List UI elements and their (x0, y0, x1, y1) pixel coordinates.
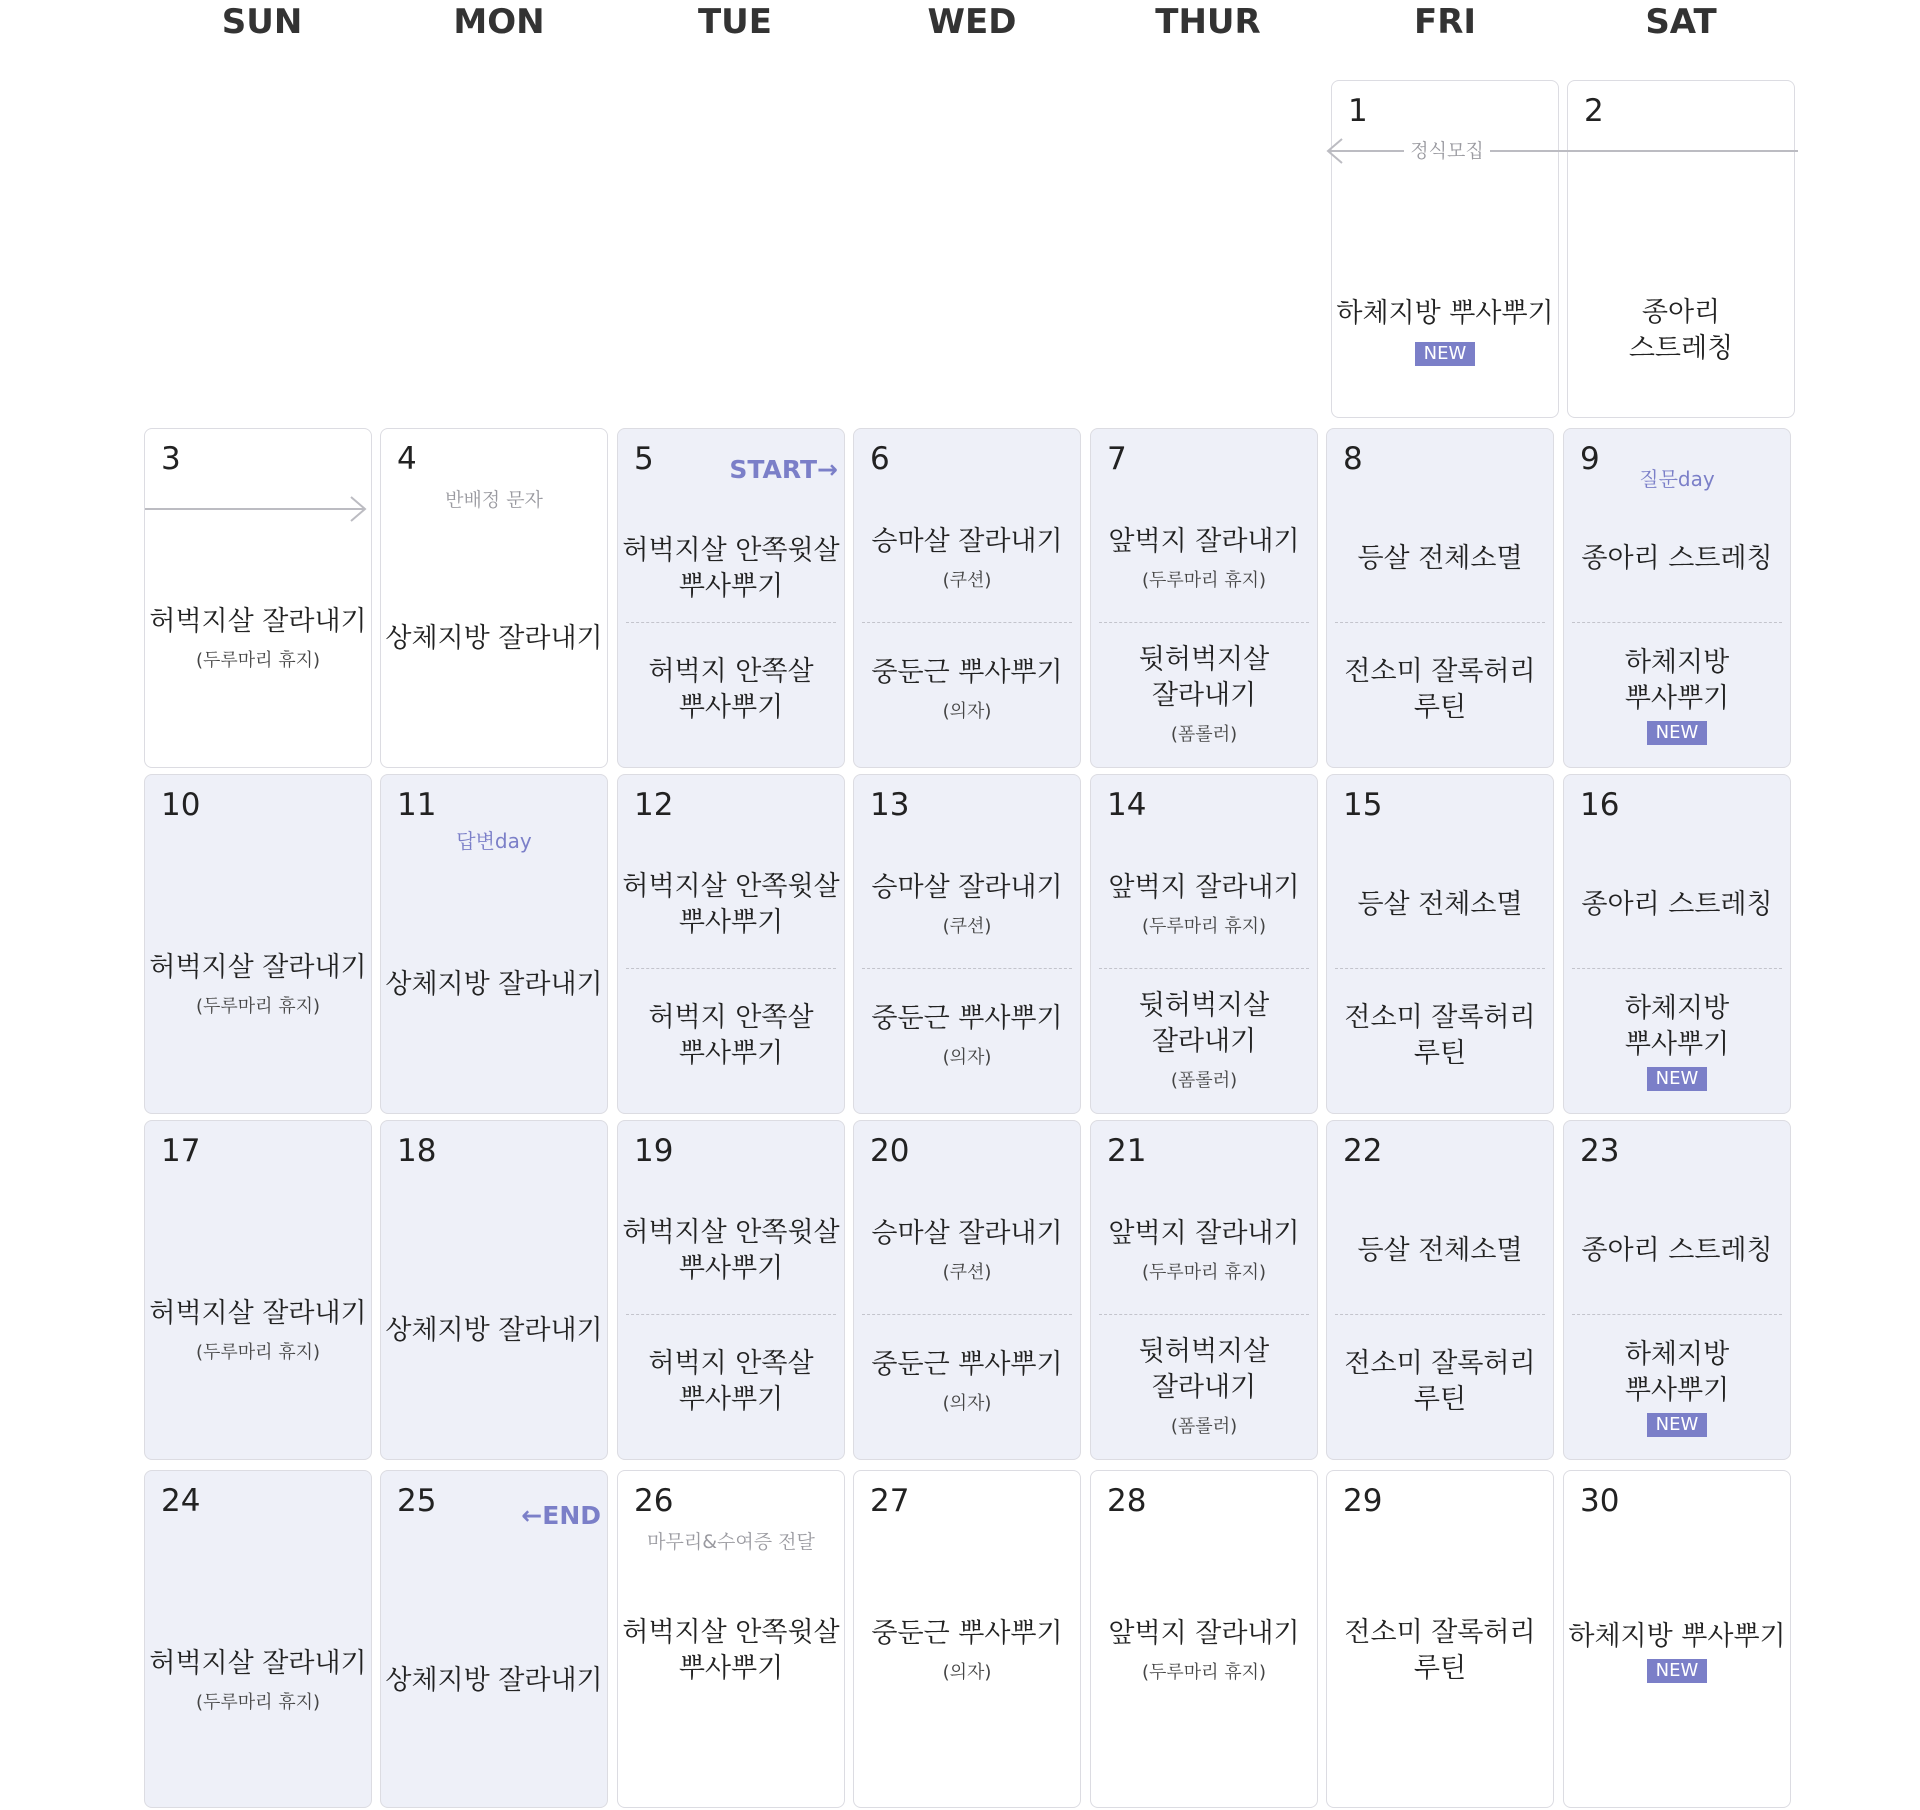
equipment-note: (폼롤러) (1170, 724, 1238, 745)
class-assignment-label: 반배정 문자 (445, 489, 543, 511)
exercise-title-line2: 뿌사뿌기 (678, 1038, 784, 1069)
new-badge: NEW (1647, 1067, 1708, 1091)
exercise-title: 하체지방 뿌사뿌기 (1568, 1621, 1786, 1652)
exercise-title-line1: 전소미 잘록허리 (1344, 1002, 1536, 1033)
divider (1099, 622, 1309, 623)
day-number: 28 (1107, 1483, 1147, 1519)
exercise-title-line2: 루틴 (1413, 1653, 1467, 1684)
divider (1572, 622, 1782, 623)
bottom-content (854, 971, 1080, 1101)
day-content (145, 1621, 371, 1741)
exercise-title: 승마살 잘라내기 (871, 1218, 1063, 1249)
day-number: 9 (1580, 441, 1600, 477)
equipment-note: (두루마리 휴지) (195, 1692, 321, 1713)
equipment-note: (의자) (942, 1047, 992, 1068)
equipment-note: (쿠션) (942, 1262, 992, 1283)
day-cell-25[interactable] (380, 1470, 608, 1808)
divider (1099, 1314, 1309, 1315)
day-content (1568, 286, 1794, 376)
divider (1099, 968, 1309, 969)
day-number: 19 (634, 1133, 674, 1169)
exercise-title: 등살 전체소멸 (1357, 889, 1523, 920)
exercise-title-line2: 스트레칭 (1628, 333, 1734, 364)
top-content (618, 1191, 844, 1311)
day-number: 6 (870, 441, 890, 477)
exercise-title: 중둔근 뿌사뿌기 (871, 1618, 1063, 1649)
top-content (1091, 845, 1317, 965)
exercise-title-line2: 뿌사뿌기 (1624, 683, 1730, 714)
exercise-title-line2: 루틴 (1413, 692, 1467, 723)
equipment-note: (두루마리 휴지) (195, 650, 321, 671)
top-content (1564, 499, 1790, 619)
day-cell-8[interactable] (1326, 428, 1554, 768)
bottom-content (1327, 625, 1553, 755)
divider (1572, 1314, 1782, 1315)
weekday-mon: MON (453, 2, 545, 42)
exercise-title-line1: 뒷허벅지살 (1138, 1336, 1270, 1367)
exercise-title-line1: 뒷허벅지살 (1138, 644, 1270, 675)
exercise-title-line1: 허벅지살 안쪽윗살 (622, 535, 840, 566)
exercise-title: 앞벅지 잘라내기 (1108, 526, 1300, 557)
day-content (1091, 1591, 1317, 1711)
new-badge: NEW (1647, 1413, 1708, 1437)
exercise-title-line2: 뿌사뿌기 (1624, 1029, 1730, 1060)
day-content (1332, 271, 1558, 391)
divider (1335, 1314, 1545, 1315)
day-cell-28[interactable] (1090, 1470, 1318, 1808)
exercise-title: 허벅지살 잘라내기 (149, 1298, 367, 1329)
exercise-title-line2: 잘라내기 (1151, 680, 1257, 711)
day-number: 17 (161, 1133, 201, 1169)
exercise-title-line2: 뿌사뿌기 (678, 1653, 784, 1684)
equipment-note: (두루마리 휴지) (1141, 916, 1267, 937)
bottom-content (854, 625, 1080, 755)
exercise-title-line2: 뿌사뿌기 (1624, 1375, 1730, 1406)
exercise-title-line2: 잘라내기 (1151, 1372, 1257, 1403)
exercise-title: 중둔근 뿌사뿌기 (871, 657, 1063, 688)
question-day-label: 질문day (1639, 467, 1715, 491)
day-content (618, 1591, 844, 1711)
equipment-note: (두루마리 휴지) (195, 996, 321, 1017)
day-number: 1 (1348, 93, 1368, 129)
day-cell-12[interactable] (617, 774, 845, 1114)
day-cell-10[interactable] (144, 774, 372, 1114)
day-number: 27 (870, 1483, 910, 1519)
divider (626, 1314, 836, 1315)
bottom-content (618, 1317, 844, 1447)
day-number: 15 (1343, 787, 1383, 823)
bottom-content (854, 1317, 1080, 1447)
exercise-title-line2: 뿌사뿌기 (678, 1384, 784, 1415)
day-number: 26 (634, 1483, 674, 1519)
exercise-title-line1: 하체지방 (1624, 993, 1730, 1024)
day-cell-11[interactable] (380, 774, 608, 1114)
exercise-title-line1: 허벅지살 안쪽윗살 (622, 1217, 840, 1248)
day-number: 14 (1107, 787, 1147, 823)
exercise-title: 허벅지살 잘라내기 (149, 606, 367, 637)
top-content (618, 845, 844, 965)
top-content (854, 845, 1080, 965)
day-content (1564, 1591, 1790, 1711)
exercise-title-line1: 뒷허벅지살 (1138, 990, 1270, 1021)
equipment-note: (폼롤러) (1170, 1416, 1238, 1437)
divider (1335, 968, 1545, 969)
exercise-title: 허벅지살 잘라내기 (149, 952, 367, 983)
bottom-content (1564, 1317, 1790, 1457)
exercise-title-line2: 뿌사뿌기 (678, 1253, 784, 1284)
exercise-title: 앞벅지 잘라내기 (1108, 1618, 1300, 1649)
day-cell-26[interactable] (617, 1470, 845, 1808)
day-cell-16[interactable] (1563, 774, 1791, 1114)
day-number: 23 (1580, 1133, 1620, 1169)
bottom-content (618, 625, 844, 755)
weekday-thur: THUR (1155, 2, 1261, 42)
equipment-note: (폼롤러) (1170, 1070, 1238, 1091)
exercise-title: 승마살 잘라내기 (871, 872, 1063, 903)
exercise-title: 종아리 스트레칭 (1581, 1235, 1773, 1266)
exercise-title: 등살 전체소멸 (1357, 1235, 1523, 1266)
exercise-title: 상체지방 잘라내기 (385, 623, 603, 654)
exercise-title: 상체지방 잘라내기 (385, 1665, 603, 1696)
day-number: 29 (1343, 1483, 1383, 1519)
day-content (145, 1271, 371, 1391)
exercise-title: 종아리 스트레칭 (1581, 543, 1773, 574)
exercise-title-line1: 허벅지살 안쪽윗살 (622, 871, 840, 902)
day-cell-24[interactable] (144, 1470, 372, 1808)
exercise-title: 종아리 스트레칭 (1581, 889, 1773, 920)
exercise-title-line2: 잘라내기 (1151, 1026, 1257, 1057)
day-cell-23[interactable] (1563, 1120, 1791, 1460)
exercise-title: 앞벅지 잘라내기 (1108, 872, 1300, 903)
bottom-content (1564, 625, 1790, 765)
exercise-title: 중둔근 뿌사뿌기 (871, 1003, 1063, 1034)
day-content (381, 925, 607, 1045)
exercise-title: 중둔근 뿌사뿌기 (871, 1349, 1063, 1380)
day-cell-13[interactable] (853, 774, 1081, 1114)
top-content (1091, 499, 1317, 619)
exercise-title: 등살 전체소멸 (1357, 543, 1523, 574)
new-badge: NEW (1647, 721, 1708, 745)
equipment-note: (쿠션) (942, 916, 992, 937)
day-number: 30 (1580, 1483, 1620, 1519)
equipment-note: (두루마리 휴지) (1141, 1662, 1267, 1683)
exercise-title: 앞벅지 잘라내기 (1108, 1218, 1300, 1249)
divider (862, 968, 1072, 969)
new-badge: NEW (1647, 1659, 1708, 1683)
exercise-title-line1: 하체지방 (1624, 647, 1730, 678)
divider (1335, 622, 1545, 623)
weekday-sun: SUN (221, 2, 303, 42)
divider (626, 622, 836, 623)
day-cell-7[interactable] (1090, 428, 1318, 768)
exercise-title-line2: 루틴 (1413, 1038, 1467, 1069)
top-content (1564, 1191, 1790, 1311)
day-number: 12 (634, 787, 674, 823)
day-cell-22[interactable] (1326, 1120, 1554, 1460)
recruit-label: 정식모집 (1410, 140, 1484, 162)
bottom-content (1327, 1317, 1553, 1447)
bottom-content (1091, 1317, 1317, 1457)
bottom-content (618, 971, 844, 1101)
day-content (145, 925, 371, 1045)
divider (862, 1314, 1072, 1315)
top-content (1327, 499, 1553, 619)
exercise-title-line1: 허벅지 안쪽살 (648, 656, 814, 687)
new-badge: NEW (1415, 342, 1476, 366)
exercise-title-line1: 전소미 잘록허리 (1344, 1348, 1536, 1379)
top-content (854, 499, 1080, 619)
day-cell-15[interactable] (1326, 774, 1554, 1114)
day-number: 25 (397, 1483, 437, 1519)
day-cell-6[interactable] (853, 428, 1081, 768)
exercise-title: 하체지방 뿌사뿌기 (1336, 298, 1554, 329)
exercise-title-line1: 허벅지살 안쪽윗살 (622, 1617, 840, 1648)
equipment-note: (의자) (942, 701, 992, 722)
exercise-title: 상체지방 잘라내기 (385, 969, 603, 1000)
top-content (1091, 1191, 1317, 1311)
equipment-note: (쿠션) (942, 570, 992, 591)
day-content (145, 579, 371, 699)
arrow-right-icon (145, 489, 372, 529)
day-number: 2 (1584, 93, 1604, 129)
end-marker: ←END (521, 1501, 601, 1530)
bottom-content (1564, 971, 1790, 1111)
exercise-title-line2: 뿌사뿌기 (678, 571, 784, 602)
day-cell-2[interactable] (1567, 80, 1795, 418)
day-cell-4[interactable] (380, 428, 608, 768)
exercise-title: 허벅지살 잘라내기 (149, 1648, 367, 1679)
top-content (1327, 1191, 1553, 1311)
top-content (854, 1191, 1080, 1311)
day-number: 11 (397, 787, 437, 823)
equipment-note: (두루마리 휴지) (195, 1342, 321, 1363)
exercise-title-line1: 전소미 잘록허리 (1344, 1617, 1536, 1648)
day-cell-20[interactable] (853, 1120, 1081, 1460)
day-number: 21 (1107, 1133, 1147, 1169)
answer-day-label: 답변day (456, 829, 532, 853)
day-number: 3 (161, 441, 181, 477)
equipment-note: (의자) (942, 1662, 992, 1683)
day-number: 13 (870, 787, 910, 823)
day-number: 20 (870, 1133, 910, 1169)
exercise-title-line1: 전소미 잘록허리 (1344, 656, 1536, 687)
top-content (1327, 845, 1553, 965)
closing-ceremony-label: 마무리&수여증 전달 (647, 1531, 815, 1553)
exercise-title-line2: 뿌사뿌기 (678, 692, 784, 723)
exercise-title-line2: 루틴 (1413, 1384, 1467, 1415)
top-content (1564, 845, 1790, 965)
day-number: 10 (161, 787, 201, 823)
day-content (381, 579, 607, 699)
exercise-title: 승마살 잘라내기 (871, 526, 1063, 557)
weekday-sat: SAT (1645, 2, 1717, 42)
day-cell-18[interactable] (380, 1120, 608, 1460)
divider (862, 622, 1072, 623)
exercise-title-line1: 하체지방 (1624, 1339, 1730, 1370)
bottom-content (1091, 971, 1317, 1111)
day-number: 24 (161, 1483, 201, 1519)
day-cell-27[interactable] (853, 1470, 1081, 1808)
day-number: 18 (397, 1133, 437, 1169)
day-cell-9[interactable] (1563, 428, 1791, 768)
day-cell-19[interactable] (617, 1120, 845, 1460)
equipment-note: (두루마리 휴지) (1141, 570, 1267, 591)
day-cell-14[interactable] (1090, 774, 1318, 1114)
divider (626, 968, 836, 969)
day-cell-17[interactable] (144, 1120, 372, 1460)
recruit-arrow-icon (1324, 136, 1802, 166)
day-number: 16 (1580, 787, 1620, 823)
day-cell-3[interactable] (144, 428, 372, 768)
day-content (854, 1591, 1080, 1711)
day-number: 7 (1107, 441, 1127, 477)
day-cell-5[interactable] (617, 428, 845, 768)
bottom-content (1327, 971, 1553, 1101)
divider (1572, 968, 1782, 969)
day-cell-30[interactable] (1563, 1470, 1791, 1808)
top-content (618, 509, 844, 629)
weekday-wed: WED (927, 2, 1017, 42)
equipment-note: (두루마리 휴지) (1141, 1262, 1267, 1283)
equipment-note: (의자) (942, 1393, 992, 1414)
start-marker: START→ (729, 455, 838, 484)
day-number: 4 (397, 441, 417, 477)
exercise-title-line1: 허벅지 안쪽살 (648, 1002, 814, 1033)
day-number: 8 (1343, 441, 1363, 477)
weekday-fri: FRI (1413, 2, 1477, 42)
day-cell-29[interactable] (1326, 1470, 1554, 1808)
day-number: 22 (1343, 1133, 1383, 1169)
weekday-tue: TUE (697, 2, 773, 42)
day-number: 5 (634, 441, 654, 477)
exercise-title-line1: 허벅지 안쪽살 (648, 1348, 814, 1379)
exercise-title: 상체지방 잘라내기 (385, 1315, 603, 1346)
day-content (381, 1271, 607, 1391)
day-content (1327, 1591, 1553, 1711)
bottom-content (1091, 625, 1317, 765)
exercise-title-line2: 뿌사뿌기 (678, 907, 784, 938)
day-cell-1[interactable] (1331, 80, 1559, 418)
day-cell-21[interactable] (1090, 1120, 1318, 1460)
day-content (381, 1621, 607, 1741)
exercise-title-line1: 종아리 (1641, 297, 1721, 328)
